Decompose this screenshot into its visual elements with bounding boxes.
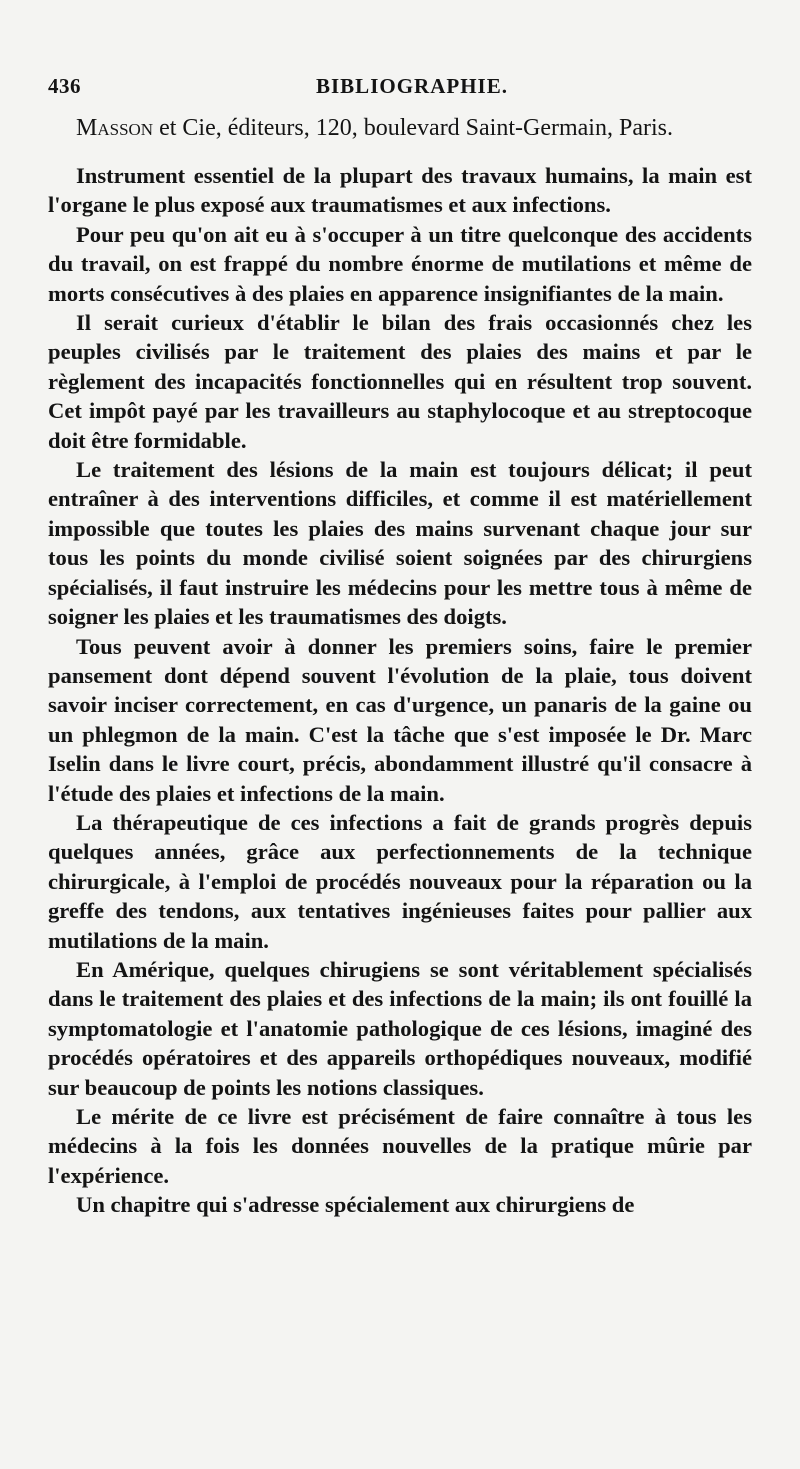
paragraph-9: Un chapitre qui s'adresse spécialement aux chirurgiens de [76, 1192, 635, 1218]
paragraph-7: En Amérique, quelques chirugiens se sont véritablement spécialisés dans le traitement des plaies et des infections de la main; ils ont fouillé la symptomatologie et l'anatomie pathologique de ces lésions, imaginé des procédés opératoires et des appareils orthopédiques nouveaux, modifié sur beaucoup de points les notions classiques. [48, 956, 752, 1100]
body-text [48, 113, 752, 1220]
paragraph-4: Le traitement des lésions de la main est toujours délicat; il peut entraîner à des interventions difficiles, et comme il est matériellement impossible que toutes les plaies des mains survenant chaque jour sur tous les points du monde civilisé soient soignées par des chirurgiens spécialisés, il faut instruire les médecins pour les mettre tous à même de soigner les plaies et les traumatismes des doigts. [48, 457, 752, 630]
paragraph-1: Instrument essentiel de la plupart des travaux humains, la main est l'organe le plus exposé aux traumatismes et aux infections. [48, 163, 752, 218]
page-number: 436 [48, 74, 81, 98]
page-header [48, 74, 752, 104]
paragraph-3: Il serait curieux d'établir le bilan des frais occasionnés chez les peuples civilisés par le traitement des plaies des mains et par le règlement des incapacités fonctionnelles qui en résultent trop souvent. Cet impôt payé par les travailleurs au staphylocoque et au streptocoque doit être formidable. [48, 310, 752, 453]
running-head: BIBLIOGRAPHIE. [316, 74, 508, 98]
paragraph-5: Tous peuvent avoir à donner les premiers soins, faire le premier pansement dont dépend souvent l'évolution de la plaie, tous doivent savoir inciser correctement, en cas d'urgence, un panaris de la gaine ou un phlegmon de la main. C'est la tâche que s'est imposée le Dr. Marc Iselin dans le livre court, précis, abondamment illustré qu'il consacre à l'étude des plaies et infections de la main. [48, 633, 752, 806]
publisher-name: Masson [76, 115, 154, 141]
paragraph-8: Le mérite de ce livre est précisément de faire connaître à tous les médecins à la fois les données nouvelles de la pratique mûrie par l'expérience. [48, 1104, 752, 1188]
publisher-line [48, 113, 752, 144]
publisher-details: et Cie, éditeurs, 120, boulevard Saint-Germain, Paris. [153, 115, 673, 141]
paragraph-2: Pour peu qu'on ait eu à s'occuper à un titre quelconque des accidents du travail, on est frappé du nombre énorme de mutilations et même de morts consécutives à des plaies en apparence insignifiantes de la main. [48, 221, 752, 306]
paragraph-6: La thérapeutique de ces infections a fait de grands progrès depuis quelques années, grâce aux perfectionnements de la technique chirurgicale, à l'emploi de procédés nouveaux pour la réparation ou la greffe des tendons, aux tentatives ingénieuses faites pour pallier aux mutilations de la main. [48, 809, 752, 953]
